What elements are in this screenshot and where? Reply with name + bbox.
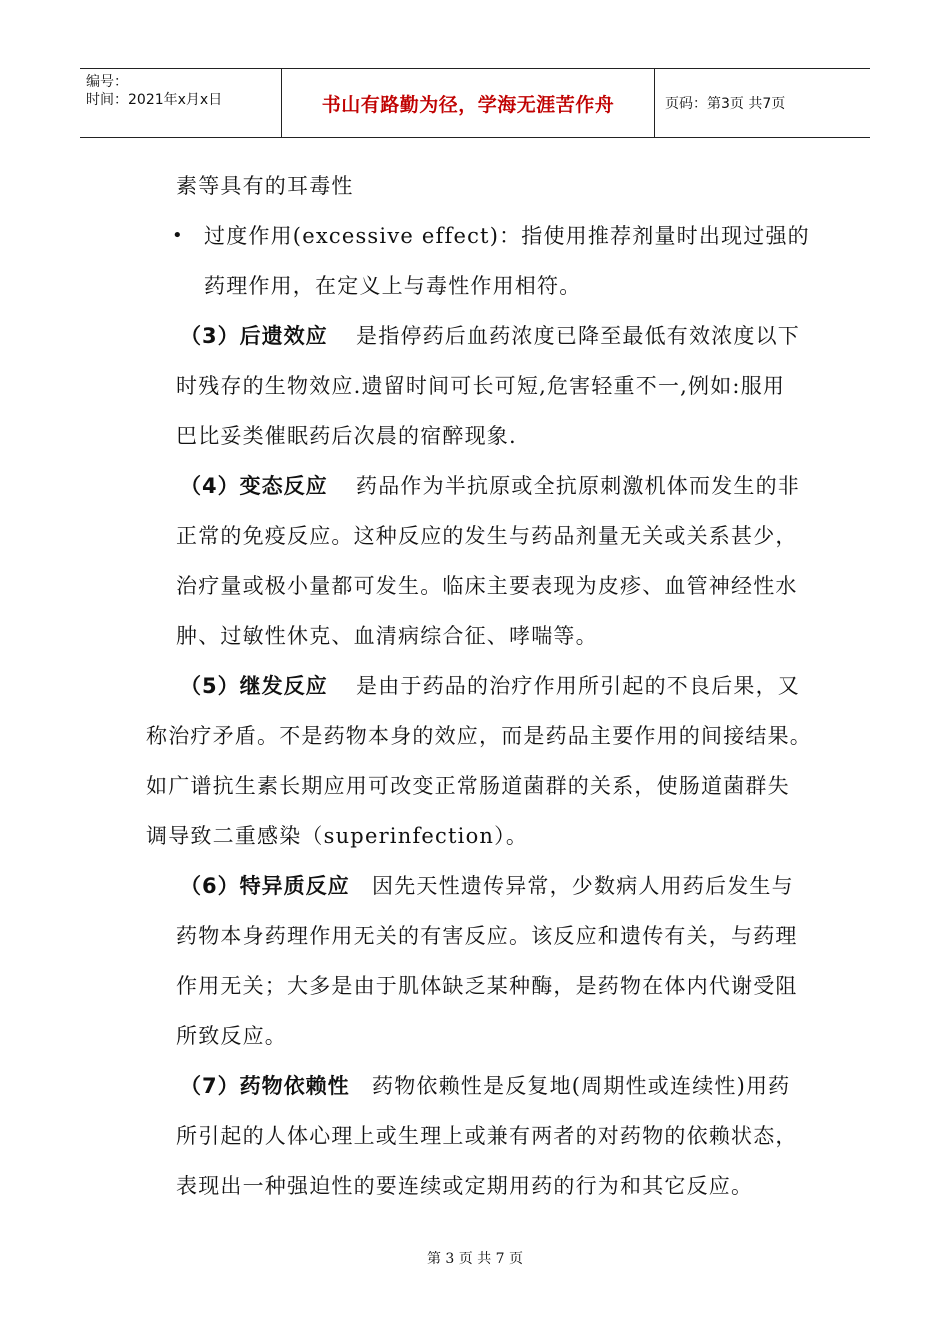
text-line: 巴比妥类催眠药后次晨的宿醉现象. (176, 424, 517, 448)
page-footer: 第 3 页 共 7 页 (426, 1251, 524, 1267)
page-header (80, 68, 870, 138)
text-line: 因先天性遗传异常，少数病人用药后发生与 (372, 874, 794, 898)
bullet-icon: • (172, 225, 183, 246)
header-left-cell (80, 69, 282, 137)
text-line: 表现出一种强迫性的要连续或定期用药的行为和其它反应。 (176, 1174, 754, 1198)
text-line: 是由于药品的治疗作用所引起的不良后果，又 (356, 674, 800, 698)
text-line: 作用无关；大多是由于肌体缺乏某种酶，是药物在体内代谢受阻 (176, 974, 798, 998)
text-line: 正常的免疫反应。这种反应的发生与药品剂量无关或关系甚少， (176, 524, 798, 548)
section-heading-4: （4）变态反应 (180, 474, 328, 498)
text-line: 药品作为半抗原或全抗原刺激机体而发生的非 (356, 474, 800, 498)
text-line: 素等具有的耳毒性 (176, 174, 354, 198)
section-heading-7: （7）药物依赖性 (180, 1074, 350, 1098)
header-motto: 书山有路勤为径，学海无涯苦作舟 (282, 69, 655, 137)
text-line: 药物本身药理作用无关的有害反应。该反应和遗传有关，与药理 (176, 924, 798, 948)
header-page-info: 页码：第3页 共7页 (665, 96, 786, 112)
text-line: 药物依赖性是反复地(周期性或连续性)用药 (372, 1074, 791, 1098)
text-line: 肿、过敏性休克、血清病综合征、哮喘等。 (176, 624, 598, 648)
text-line: 所引起的人体心理上或生理上或兼有两者的对药物的依赖状态， (176, 1124, 798, 1148)
text-line: 过度作用(excessive effect)：指使用推荐剂量时出现过强的 (204, 224, 810, 248)
number-label: 编号： (86, 74, 128, 90)
date-label: 时间：2021年x月x日 (86, 92, 223, 108)
text-line: 时残存的生物效应.遗留时间可长可短,危害轻重不一,例如:服用 (176, 374, 786, 398)
text-line: 是指停药后血药浓度已降至最低有效浓度以下 (356, 324, 800, 348)
text-line: 所致反应。 (176, 1024, 287, 1048)
text-line: 调导致二重感染（superinfection）。 (146, 824, 529, 848)
section-heading-3: （3）后遗效应 (180, 324, 328, 348)
text-line: 称治疗矛盾。不是药物本身的效应，而是药品主要作用的间接结果。 (146, 724, 812, 748)
section-heading-5: （5）继发反应 (180, 674, 328, 698)
text-line: 药理作用，在定义上与毒性作用相符。 (204, 274, 582, 298)
section-heading-6: （6）特异质反应 (180, 874, 350, 898)
text-line: 治疗量或极小量都可发生。临床主要表现为皮疹、血管神经性水 (176, 574, 798, 598)
text-line: 如广谱抗生素长期应用可改变正常肠道菌群的关系，使肠道菌群失 (146, 774, 790, 798)
